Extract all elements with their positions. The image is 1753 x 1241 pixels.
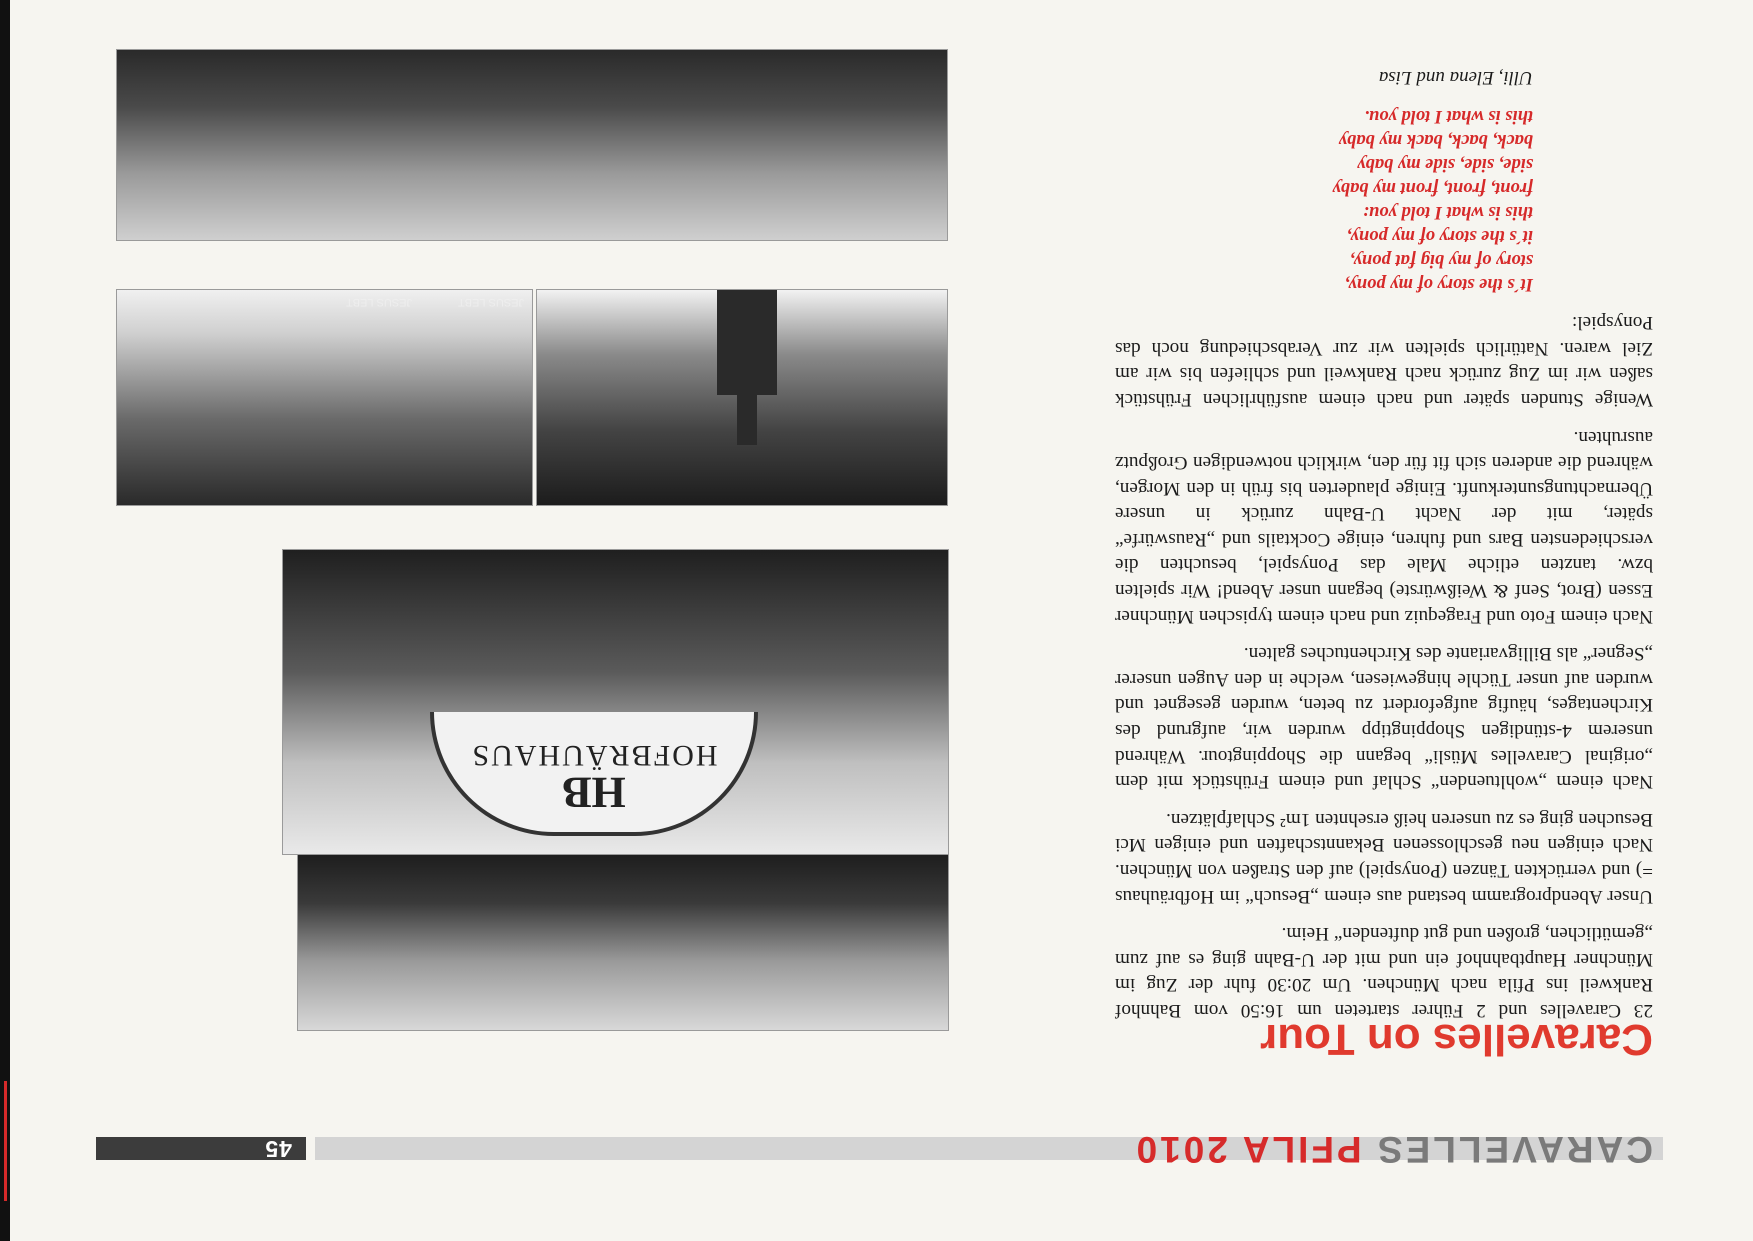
church-sign-text-2: JESUS LEBT: [345, 296, 412, 308]
paragraph: Nach einem „wohltuenden“ Schlaf und einem Frühstück mit dem „original Caravelles Müsli“ begann die Shoppingtour. Während unserem 4-stündigen Shoppingtipp wurden wir, aufgrund des Kirchentages, häufig aufgefordert zu beten, wurden gesegnet und wurden auf unser Tüchle hingewiesen, welche in den Augen unserer „Segner“ als Billigvariante des Kirchentuches galten.: [1115, 643, 1653, 793]
issue-name: PFILA 2010: [1133, 1129, 1362, 1170]
magazine-name: CARAVELLES: [1374, 1129, 1653, 1170]
song-line: side, side, side my baby: [1357, 153, 1533, 174]
song-line: this is what I told you.: [1364, 105, 1533, 126]
article-title: Caravelles on Tour: [1260, 1014, 1653, 1064]
song-line: this is what I told you:: [1362, 201, 1533, 222]
tower-shape: [717, 290, 777, 395]
paragraph: Wenige Stunden später und nach einem ausführlichen Frühstück saßen wir im Zug zurück nach Rankweil und schliefen bis wir am Ziel waren. Natürlich spielten wir zur Verabschiedung noch das Ponyspiel:: [1115, 312, 1653, 410]
page-number: 45: [96, 1137, 306, 1160]
hb-logo: HB: [562, 768, 626, 817]
paragraph: 23 Caravelles und 2 Führer starteten um 16:50 vom Bahnhof Rankweil ins Pfila nach München. Um 20:30 fuhr der Zug im Münchner Hauptbahnhof ein und mit der U-Bahn ging es auf zum „gemütlichen, großen und gut duftenden“ Heim.: [1115, 923, 1653, 1021]
signature: Ulli, Elena und Lisa: [1378, 66, 1533, 88]
hofbraeuhaus-sign-text: HOFBRÄUHAUS: [470, 739, 718, 772]
article-body: [1115, 64, 1653, 1023]
tower-spire: [737, 390, 757, 445]
hofbraeuhaus-sign: [430, 712, 758, 836]
paragraph: Unser Abendprogramm bestand aus einem „Besuch“ im Hofbräuhaus =) und verrückten Tänzen (Ponyspiel) auf den Straßen von München. Nach einigen neu geschlossenen Bekanntschaften und einigen Mci Besuchen ging es zu unseren heiß ersehnten 1m² Schlafplätzen.: [1115, 808, 1653, 907]
group-photo-street: [116, 49, 948, 241]
pony-song: [1115, 104, 1533, 296]
song-line: back, back, back my baby: [1338, 129, 1533, 150]
scan-edge: [0, 0, 10, 1241]
group-photo-lobby: [297, 848, 949, 1031]
church-sign-text: JESUS LEBT: [457, 296, 524, 308]
church-interior-photo: [116, 289, 533, 506]
paragraph: Nach einem Foto und Fragequiz und nach einem typischen Münchner Essen (Brot, Senf & Weißwürste) begann unser Abend! Wir spielten bzw. tanzten etliche Male das Ponyspiel, besuchten die verschiedensten Bars und fuhren, einige Cocktails und „Rauswürfe“ später, mit der Nacht U-Bahn zurück in unsere Übernachtungsunterkunft. Einige plauderten bis früh in den Morgen, während die anderen sich fit für den, wirklich notwendigen Großputz ausruhten.: [1115, 426, 1653, 627]
scan-edge-mark: [4, 1081, 7, 1201]
header-title: [1134, 1129, 1653, 1169]
song-line: It´s the story of my pony,: [1344, 273, 1533, 294]
song-line: front, front, front my baby: [1332, 177, 1533, 198]
group-photo-hofbraeuhaus: [282, 549, 949, 855]
rathaus-photo: [536, 289, 948, 506]
song-line: it´s the story of my pony,: [1346, 225, 1533, 246]
song-line: story of my big fat pony,: [1349, 249, 1533, 270]
